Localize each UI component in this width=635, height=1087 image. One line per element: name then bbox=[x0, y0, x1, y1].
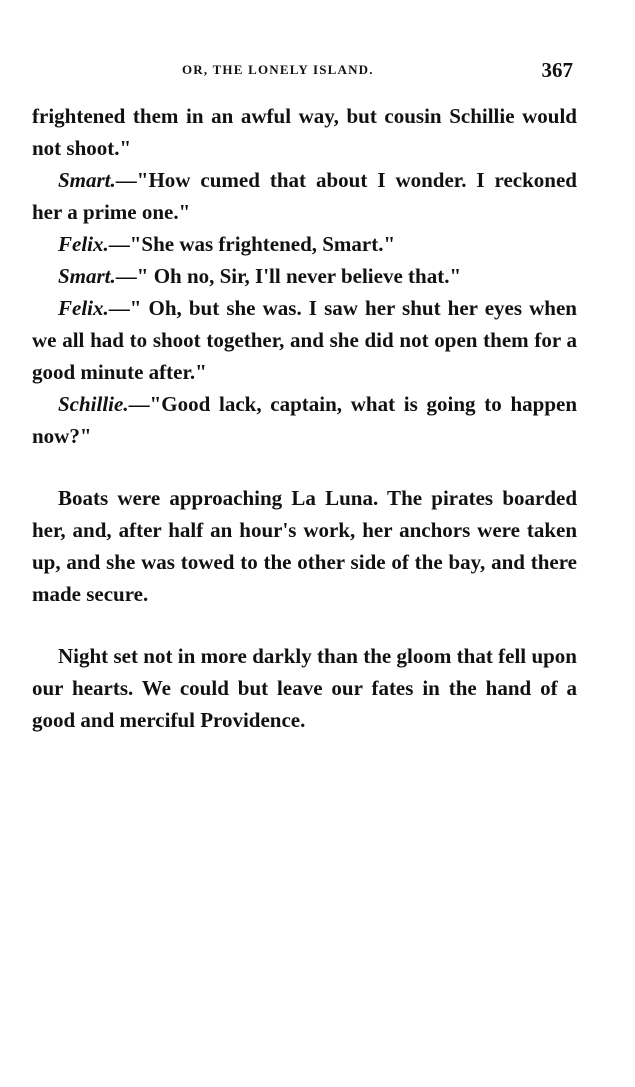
dialogue-line bbox=[32, 228, 577, 260]
running-title: OR, THE LONELY ISLAND. bbox=[182, 62, 374, 77]
dialogue-text: —"She was frightened, Smart." bbox=[108, 232, 396, 256]
dialogue-text: —"Good lack, captain, what is going to happen now?" bbox=[32, 392, 577, 448]
dialogue-text: —" Oh, but she was. I saw her shut her eyes when we all had to shoot together, and she did not open them for a good minute after." bbox=[32, 296, 577, 384]
dialogue-line bbox=[32, 292, 577, 388]
page-number: 367 bbox=[541, 58, 573, 82]
narrative-paragraph: Boats were approaching La Luna. The pirates boarded her, and, after half an hour's work, her anchors were taken up, and she was towed to the other side of the bay, and there made secure. bbox=[32, 486, 577, 606]
speaker-name: Felix. bbox=[58, 232, 109, 256]
speaker-name: Smart. bbox=[58, 264, 116, 288]
body-text bbox=[32, 100, 577, 736]
dialogue-line bbox=[32, 164, 577, 228]
dialogue-text: —" Oh no, Sir, I'll never believe that." bbox=[115, 264, 462, 288]
running-head bbox=[32, 58, 577, 82]
paragraph-gap bbox=[32, 610, 577, 640]
speaker-name: Smart. bbox=[58, 168, 116, 192]
dialogue-text: frightened them in an awful way, but cousin Schillie would not shoot." bbox=[32, 104, 577, 160]
dialogue-line bbox=[32, 388, 577, 452]
dialogue-line bbox=[32, 260, 577, 292]
speaker-name: Felix. bbox=[58, 296, 109, 320]
dialogue-text: —"How cumed that about I wonder. I reckoned her a prime one." bbox=[32, 168, 577, 224]
speaker-name: Schillie. bbox=[58, 392, 129, 416]
dialogue-line bbox=[32, 100, 577, 164]
narrative-paragraph: Night set not in more darkly than the gloom that fell upon our hearts. We could but leave our fates in the hand of a good and merciful Providence. bbox=[32, 644, 577, 732]
paragraph-gap bbox=[32, 452, 577, 482]
